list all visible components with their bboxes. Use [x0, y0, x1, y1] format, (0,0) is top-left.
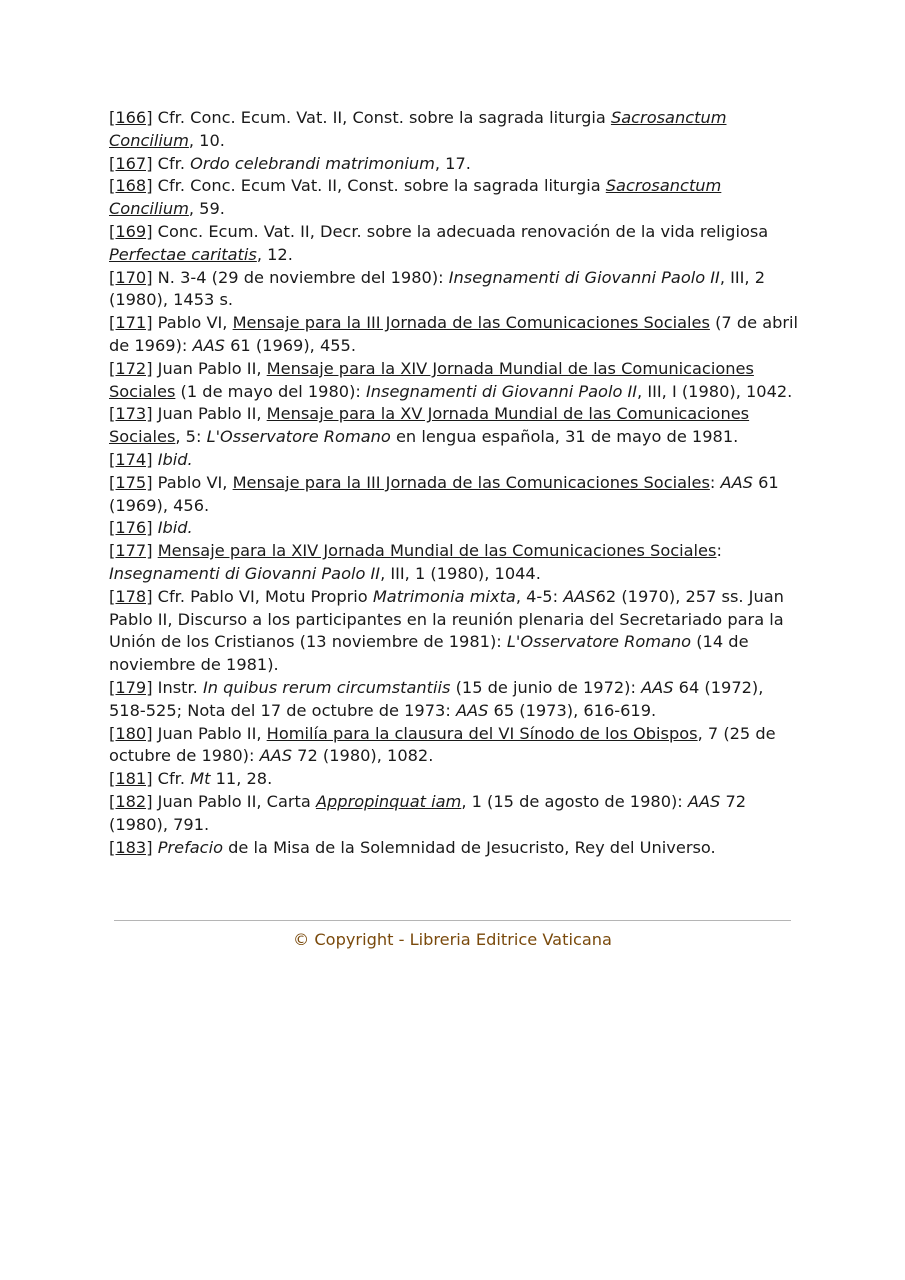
footnote-item: [109, 267, 799, 313]
footnote-text: Cfr.: [152, 153, 191, 173]
footer-divider: [114, 920, 791, 921]
footnote-text: Cfr. Pablo VI, Motu Proprio: [152, 586, 373, 606]
footnote-item: [109, 768, 799, 791]
footnote-item: [109, 221, 799, 267]
footnote-text: Cfr. Conc. Ecum. Vat. II, Const. sobre la sagrada liturgia: [152, 108, 611, 127]
footnote-text: 61 (1969), 455.: [224, 335, 356, 355]
footnote-ref-link[interactable]: [175]: [109, 472, 153, 492]
footnote-ref-link[interactable]: [174]: [109, 449, 153, 469]
footnote-text: , 17.: [434, 153, 471, 173]
citation-link[interactable]: Sacrosanctum Concilium: [109, 108, 727, 150]
citation-link[interactable]: Mensaje para la XIV Jornada Mundial de las Comunicaciones Sociales: [157, 541, 717, 561]
footnote-text: Cfr. Conc. Ecum Vat. II, Const. sobre la sagrada liturgia: [152, 176, 606, 196]
italic-title: AAS: [455, 700, 489, 720]
footnote-item: [109, 312, 799, 358]
footnote-item: [109, 449, 799, 472]
italic-title: L'Osservatore Romano: [206, 427, 391, 447]
footnote-item: [109, 472, 799, 518]
italic-title: AAS: [720, 472, 753, 492]
footnote-text: Pablo VI,: [152, 472, 233, 492]
italic-title: Ibid.: [157, 449, 193, 469]
footnote-text: 65 (1973), 616-619.: [488, 700, 657, 720]
footnote-ref-link[interactable]: [171]: [109, 313, 153, 333]
italic-title: AAS: [641, 677, 674, 697]
footnote-text: , 12.: [256, 244, 293, 264]
footnote-item: [109, 586, 799, 677]
footnote-ref-link[interactable]: [166]: [109, 108, 153, 127]
footnote-text: , 7 (25 de octubre de 1980):: [109, 723, 776, 766]
italic-title: Insegnamenti di Giovanni Paolo II: [365, 381, 638, 401]
italic-title: In quibus rerum circumstantiis: [202, 677, 451, 697]
footnote-text: Juan Pablo II, Carta: [152, 791, 316, 811]
footnote-item: [109, 403, 799, 449]
footnote-item: [109, 791, 799, 837]
footnote-text: :: [709, 472, 721, 492]
footnote-text: Cfr.: [152, 769, 191, 789]
footnote-ref-link[interactable]: [169]: [109, 221, 153, 241]
footnote-text: , 4-5:: [515, 586, 564, 606]
italic-title: Ibid.: [157, 518, 193, 538]
footnote-text: 62 (1970), 257 ss. Juan Pablo II, Discurso a los participantes en la reunión plenaria del Secretariado para la Unión de los Cristianos (13 noviembre de 1981):: [109, 586, 784, 652]
footnote-text: 61 (1969), 456.: [109, 472, 779, 515]
footnote-item: [109, 540, 799, 586]
footnote-ref-link[interactable]: [183]: [109, 837, 153, 857]
footnote-text: (15 de junio de 1972):: [450, 677, 642, 697]
footnote-text: , 10.: [188, 130, 225, 150]
footnote-ref-link[interactable]: [167]: [109, 153, 153, 173]
footnote-text: Juan Pablo II,: [152, 404, 267, 424]
footnote-text: , 59.: [188, 199, 225, 219]
footnote-text: 64 (1972), 518-525; Nota del 17 de octubre de 1973:: [109, 677, 764, 720]
footnote-text: Juan Pablo II,: [152, 723, 267, 743]
italic-title: Ordo celebrandi matrimonium: [190, 153, 435, 173]
footnote-text: :: [716, 541, 722, 561]
footnote-text: , 5:: [175, 427, 207, 447]
italic-title: Matrimonia mixta: [372, 586, 516, 606]
footnote-list: [109, 107, 799, 859]
footnote-ref-link[interactable]: [179]: [109, 677, 153, 697]
footnote-text: 11, 28.: [210, 769, 273, 789]
footnote-text: 72 (1980), 1082.: [292, 746, 434, 766]
footnote-text: de la Misa de la Solemnidad de Jesucristo, Rey del Universo.: [222, 837, 716, 857]
footnote-text: , III, I (1980), 1042.: [637, 381, 793, 401]
italic-title: AAS: [687, 791, 721, 811]
footnote-text: (14 de noviembre de 1981).: [109, 632, 749, 675]
footnote-item: [109, 358, 799, 404]
footnote-text: en lengua española, 31 de mayo de 1981.: [390, 427, 739, 447]
italic-title: AAS: [259, 746, 293, 766]
footnote-item: [109, 723, 799, 769]
footnote-ref-link[interactable]: [177]: [109, 541, 153, 561]
footnote-text: N. 3-4 (29 de noviembre del 1980):: [152, 267, 449, 287]
citation-link[interactable]: Perfectae caritatis: [109, 244, 257, 264]
citation-link[interactable]: Mensaje para la XIV Jornada Mundial de las Comunicaciones Sociales: [109, 358, 754, 401]
footnote-item: [109, 837, 799, 860]
footnote-ref-link[interactable]: [176]: [109, 518, 153, 538]
footnote-ref-link[interactable]: [173]: [109, 404, 153, 424]
footnote-text: (7 de abril de 1969):: [109, 313, 799, 355]
footnote-text: , III, 2 (1980), 1453 s.: [109, 267, 766, 310]
italic-title: Prefacio: [157, 837, 223, 857]
citation-link[interactable]: Appropinquat iam: [315, 791, 462, 811]
footnote-text: 72 (1980), 791.: [109, 791, 747, 834]
citation-link[interactable]: Homilía para la clausura del VI Sínodo de los Obispos: [266, 723, 698, 743]
footnote-item: [109, 517, 799, 540]
footnote-text: Instr.: [152, 677, 203, 697]
footnote-item: [109, 107, 799, 153]
footnote-item: [109, 175, 799, 221]
footnote-ref-link[interactable]: [168]: [109, 176, 153, 196]
citation-link[interactable]: Mensaje para la III Jornada de las Comunicaciones Sociales: [232, 313, 710, 333]
footnote-ref-link[interactable]: [181]: [109, 769, 153, 789]
footnote-ref-link[interactable]: [180]: [109, 723, 153, 743]
italic-title: AAS: [563, 586, 596, 606]
italic-title: L'Osservatore Romano: [506, 632, 692, 652]
citation-link[interactable]: Mensaje para la XV Jornada Mundial de las Comunicaciones Sociales: [109, 404, 750, 447]
footnote-text: Conc. Ecum. Vat. II, Decr. sobre la adecuada renovación de la vida religiosa: [152, 221, 769, 241]
italic-title: AAS: [192, 335, 225, 355]
footnote-ref-link[interactable]: [182]: [109, 791, 153, 811]
footnote-item: [109, 677, 799, 723]
footnote-ref-link[interactable]: [172]: [109, 358, 153, 378]
citation-link[interactable]: Mensaje para la III Jornada de las Comunicaciones Sociales: [232, 472, 710, 492]
citation-link[interactable]: Sacrosanctum Concilium: [109, 176, 722, 219]
footnote-item: [109, 153, 799, 176]
italic-title: Insegnamenti di Giovanni Paolo II: [109, 563, 381, 583]
italic-title: Insegnamenti di Giovanni Paolo II: [448, 267, 720, 287]
footnote-ref-link[interactable]: [170]: [109, 267, 153, 287]
copyright-link[interactable]: © Copyright - Libreria Editrice Vaticana: [293, 930, 612, 949]
footnote-text: , 1 (15 de agosto de 1980):: [461, 791, 688, 811]
footnote-text: (1 de mayo del 1980):: [175, 381, 366, 401]
footnote-ref-link[interactable]: [178]: [109, 586, 153, 606]
footnote-text: , III, 1 (1980), 1044.: [380, 563, 541, 583]
footnote-text: Juan Pablo II,: [152, 358, 267, 378]
italic-title: Mt: [190, 769, 211, 789]
footnote-text: Pablo VI,: [152, 313, 233, 333]
